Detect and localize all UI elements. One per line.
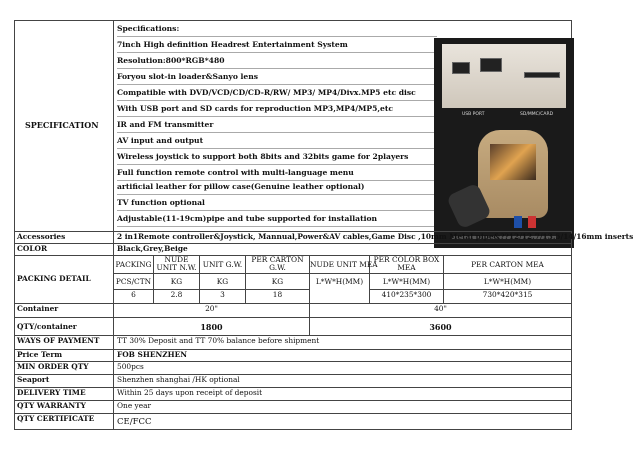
container-label: Container [17, 304, 59, 313]
spec-line: Adjustable(11-19cm)pipe and tube supported for installation [117, 212, 437, 227]
packing-value: 410*235*300 [370, 290, 444, 304]
row-label-cell [14, 336, 114, 350]
sd-slot-icon [480, 58, 502, 72]
container-20ft: 20" [114, 304, 310, 318]
spec-line: Specifications: [117, 22, 437, 37]
accessory-icon [514, 216, 522, 228]
warranty-value: One year [114, 401, 572, 414]
row-label-cell [14, 375, 114, 388]
spec-line: Foryou slot-in loader&Sanyo lens [117, 70, 437, 85]
row-label-cell [14, 388, 114, 401]
spec-line: Resolution:800*RGB*480 [117, 54, 437, 69]
packing-value: 3 [200, 290, 246, 304]
qty-container-label-cell [14, 318, 114, 336]
packing-value: 730*420*315 [444, 290, 572, 304]
seaport-label: Seaport [17, 375, 50, 384]
product-photo [434, 38, 574, 248]
usb-port-caption: USB PORT [462, 112, 485, 117]
payment-label: WAYS OF PAYMENT [17, 336, 100, 345]
spec-line: Wireless joystick to support both 8bits and 32bits game for 2players [117, 150, 437, 165]
seaport-value: Shenzhen shanghai /HK optional [114, 375, 572, 388]
packing-unit: L*W*H(MM) [370, 274, 444, 290]
row-label-cell [14, 350, 114, 362]
container-label-cell [14, 304, 114, 318]
accessories-value: 2 in1Remote controller&Joystick, Mannual,Power&AV cables,Game Disc ,10mm Metal pipe&??12/12.7/13.5/14/16mm inserts [114, 232, 572, 244]
warranty-label: QTY WARRANTY [17, 401, 86, 410]
color-label: COLOR [17, 244, 48, 253]
price-term-label: Price Term [17, 350, 63, 359]
packing-header: PER COLOR BOX MEA [370, 256, 444, 274]
qty-container-label: QTY/container [17, 322, 77, 331]
moq-value: 500pcs [114, 362, 572, 375]
spec-sheet [14, 20, 633, 430]
spec-line: 7inch High definition Headrest Entertainment System [117, 38, 437, 53]
row-label-cell [14, 362, 114, 375]
packing-header: PACKING [114, 256, 154, 274]
sd-card-caption: SD/MMC/CARD [520, 112, 554, 117]
spec-line: artificial leather for pillow case(Genuine leather optional) [117, 180, 437, 195]
spec-line: Full function remote control with multi-language menu [117, 166, 437, 181]
delivery-label: DELIVERY TIME [17, 388, 86, 397]
packing-unit: KG [200, 274, 246, 290]
headrest-screen-image [490, 144, 536, 180]
packing-value: 6 [114, 290, 154, 304]
color-label-cell [14, 244, 114, 256]
spec-label-cell [14, 20, 114, 232]
accessory-icon [528, 216, 536, 228]
packing-header: PER CARTON MEA [444, 256, 572, 274]
packing-unit: KG [246, 274, 310, 290]
moq-label: MIN ORDER QTY [17, 362, 89, 371]
card-slot-icon [524, 72, 560, 78]
accessories-label: Accessories [17, 232, 66, 241]
packing-unit: L*W*H(MM) [444, 274, 572, 290]
delivery-value: Within 25 days upon receipt of deposit [114, 388, 572, 401]
spec-line: With USB port and SD cards for reproduction MP3,MP4/MP5,etc [117, 102, 437, 117]
row-label-cell [14, 414, 114, 430]
qty-20ft: 1800 [114, 318, 310, 336]
qty-40ft: 3600 [310, 318, 572, 336]
spec-line: AV input and output [117, 134, 437, 149]
packing-label-cell [14, 256, 114, 304]
row-label-cell [14, 401, 114, 414]
packing-header: UNIT G.W. [200, 256, 246, 274]
packing-label: PACKING DETAIL [17, 274, 91, 283]
payment-value: TT 30% Deposit and TT 70% balance before shipment [114, 336, 572, 350]
container-40ft: 40" [310, 304, 572, 318]
packing-header: NUDE UNIT N.W. [154, 256, 200, 274]
certificate-value: CE/FCC [114, 414, 572, 430]
certificate-label: QTY CERTIFICATE [17, 414, 95, 423]
packing-value: 2.8 [154, 290, 200, 304]
price-term-value: FOB SHENZHEN [114, 350, 572, 362]
packing-header: PER CARTON G.W. [246, 256, 310, 274]
packing-header: NUDE UNIT MEA [310, 256, 370, 274]
spec-line: IR and FM transmitter [117, 118, 437, 133]
packing-value: 18 [246, 290, 310, 304]
accessories-label-cell [14, 232, 114, 244]
color-value: Black,Grey,Beige [114, 244, 572, 256]
spec-line: Compatible with DVD/VCD/CD/CD-R/RW/ MP3/ MP4/Divx.MP5 etc disc [117, 86, 437, 101]
packing-unit: L*W*H(MM) [310, 274, 370, 304]
packing-unit: PCS/CTN [114, 274, 154, 290]
spec-label: SPECIFICATION [25, 120, 99, 130]
spec-line: TV function optional [117, 196, 437, 211]
port-panel-image [442, 44, 566, 108]
packing-unit: KG [154, 274, 200, 290]
usb-slot-icon [452, 62, 470, 74]
